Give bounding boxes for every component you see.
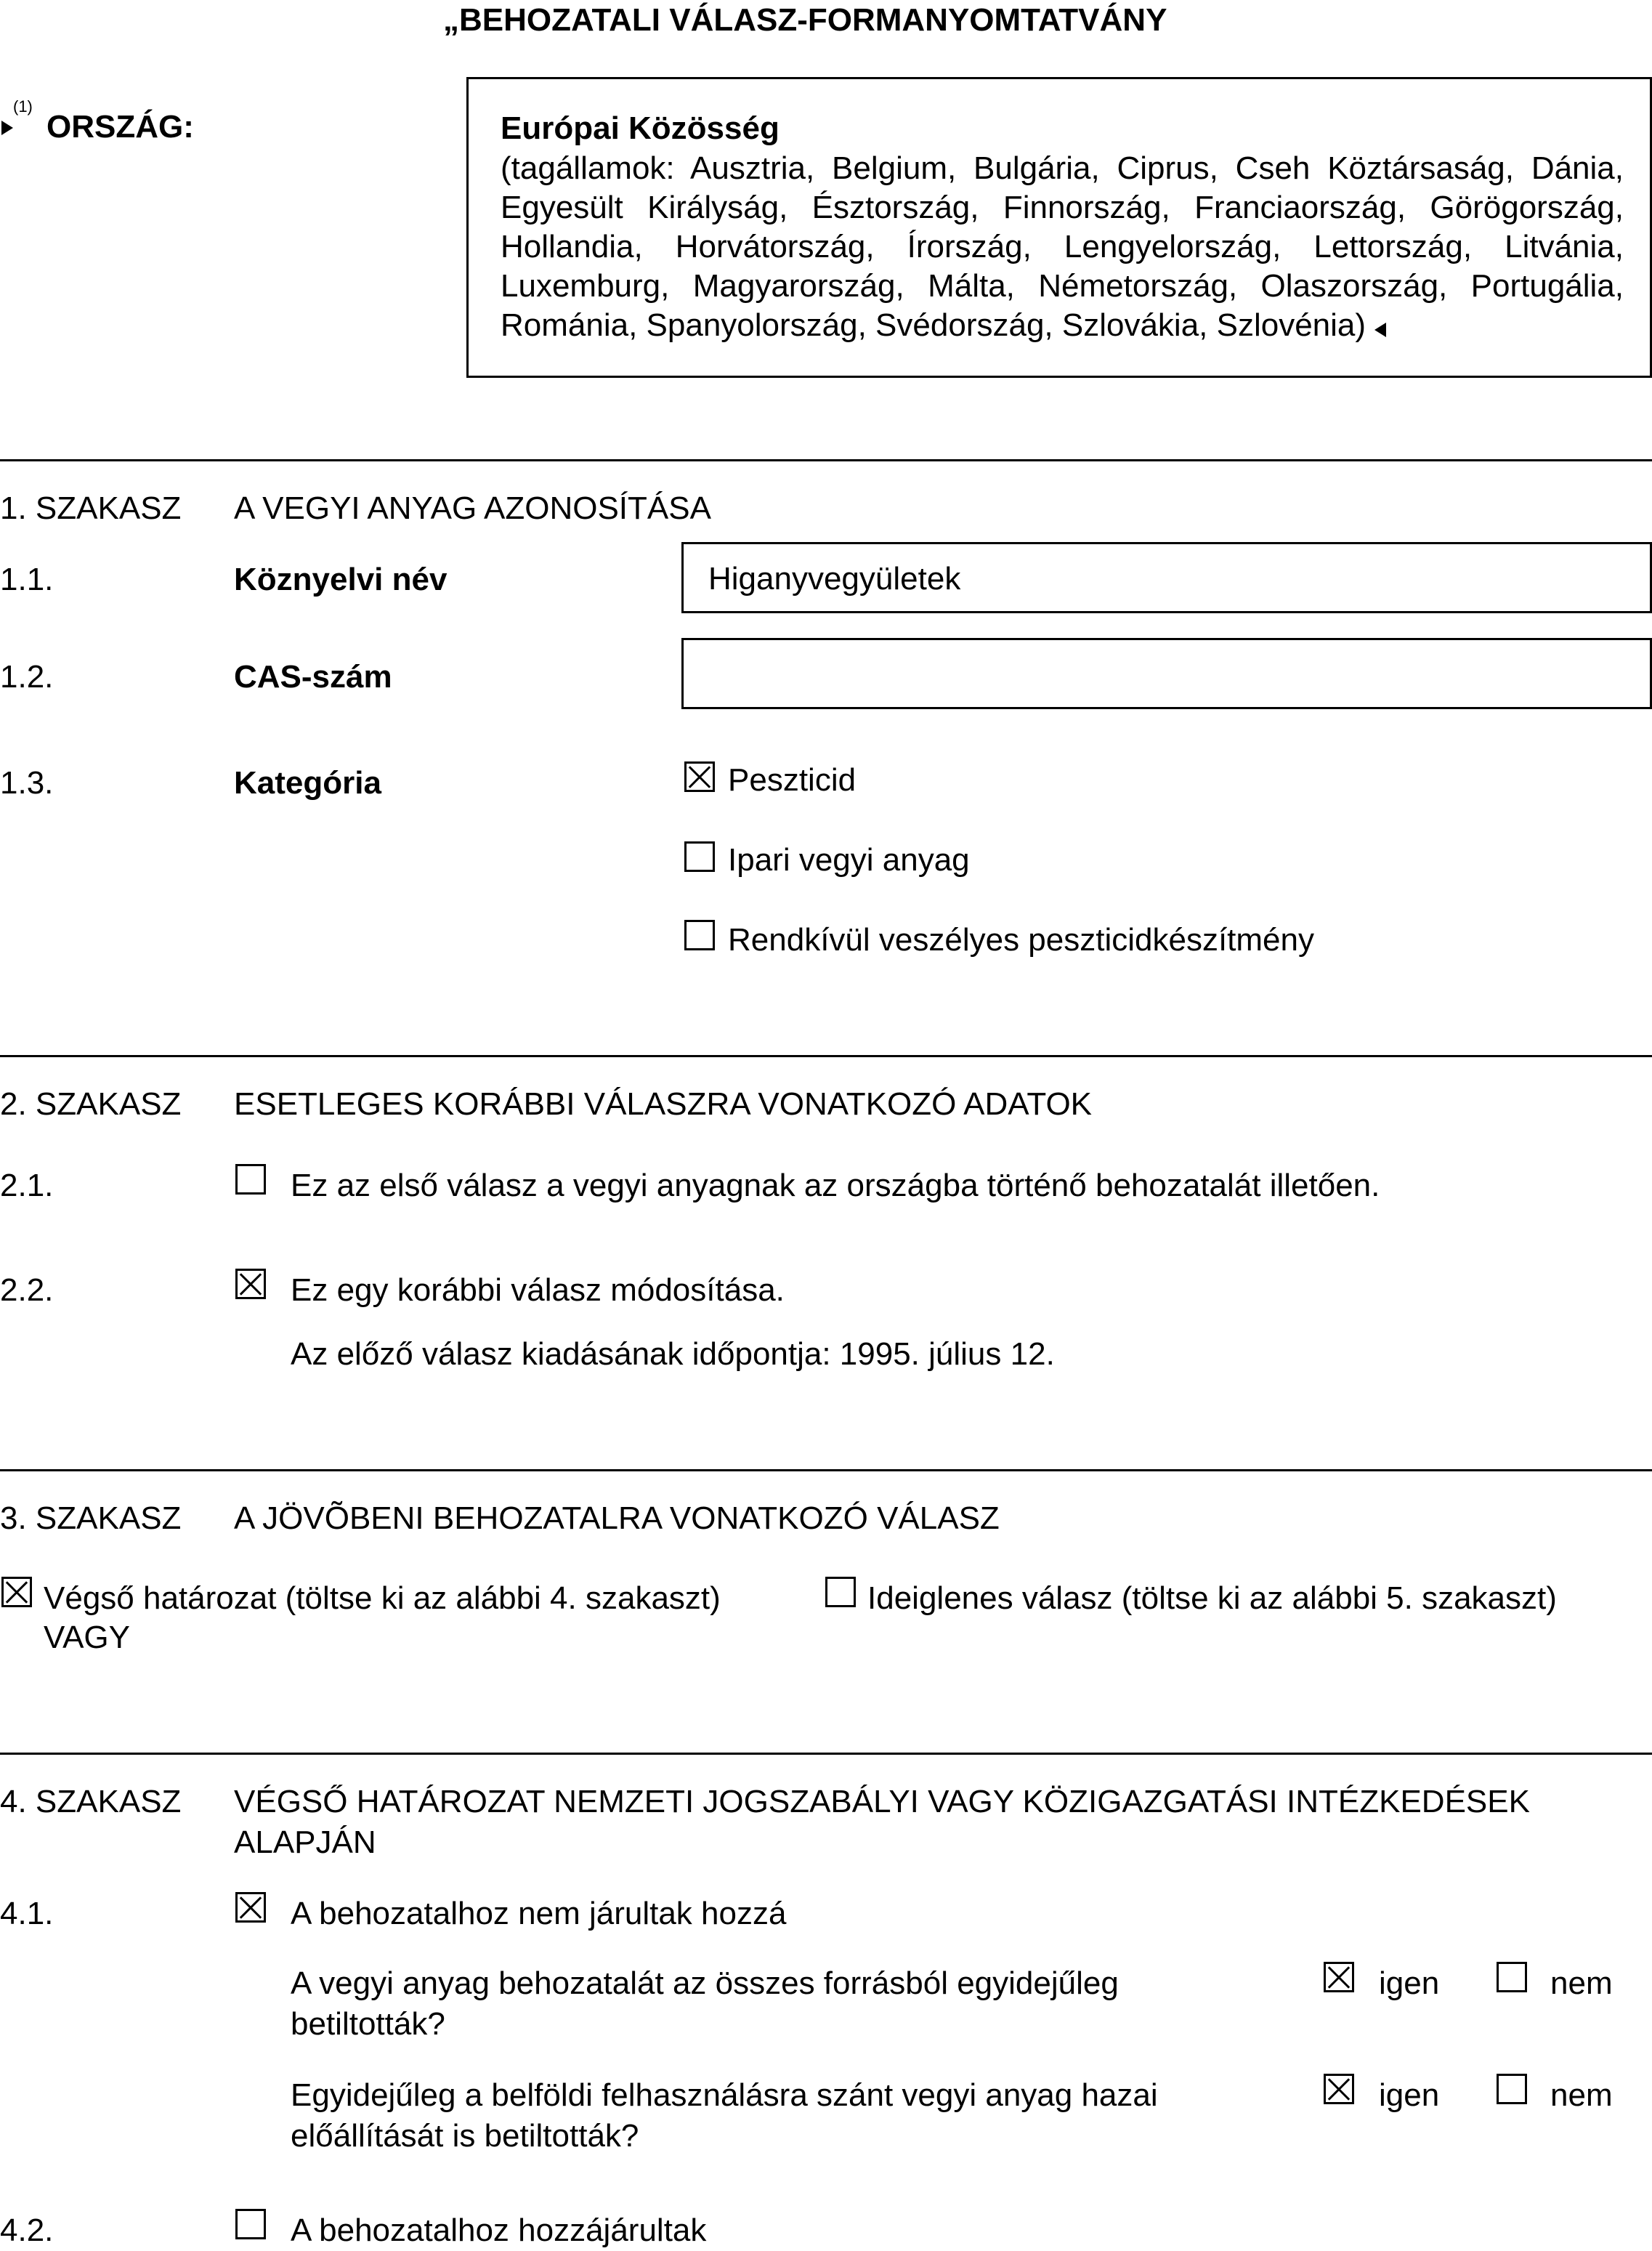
country-name: Európai Közösség: [501, 110, 780, 146]
section-divider: [0, 1469, 1652, 1471]
category-label: Kategória: [234, 765, 381, 801]
yes-label: igen: [1379, 1965, 1440, 2001]
q2-no-checkbox[interactable]: [1497, 2074, 1527, 2104]
section-title: A JÖVÕBENI BEHOZATALRA VONATKOZÓ VÁLASZ: [234, 1500, 1000, 1536]
common-name-label: Köznyelvi név: [234, 562, 448, 597]
question-text: előállítását is betiltották?: [291, 2118, 639, 2154]
item-number: 1.3.: [0, 765, 54, 801]
import-consented-label: A behozatalhoz hozzájárultak: [291, 2212, 707, 2248]
section-number: 4. SZAKASZ: [0, 1784, 182, 1819]
import-not-consented-label: A behozatalhoz nem járultak hozzá: [291, 1896, 787, 1931]
country-members: (tagállamok: Ausztria, Belgium, Bulgária, Ciprus, Cseh Köztársaság, Dánia, Egyesült Királyság, Észtország, Finnország, Franciaország, Görögország, Hollandia, Horvátország, Írország, Lengyelország, Lettország, Litvánia, Luxemburg, Magyarország, Málta, Németország, Olaszország, Portugália, Románia, Spanyolország, Svédország, Szlovákia, Szlovénia): [501, 150, 1624, 343]
section-divider: [0, 459, 1652, 461]
cas-label: CAS-szám: [234, 659, 392, 695]
modification-label: Ez egy korábbi válasz módosítása.: [291, 1272, 785, 1308]
first-response-label: Ez az első válasz a vegyi anyagnak az országba történő behozatalát illetően.: [291, 1168, 1380, 1203]
section-number: 2. SZAKASZ: [0, 1086, 182, 1122]
item-number: 4.2.: [0, 2212, 54, 2248]
item-number: 1.2.: [0, 659, 54, 695]
item-number: 1.1.: [0, 562, 54, 597]
import-not-consented-checkbox[interactable]: [235, 1892, 266, 1923]
section-title: ESETLEGES KORÁBBI VÁLASZRA VONATKOZÓ ADATOK: [234, 1086, 1093, 1122]
q1-yes-checkbox[interactable]: [1324, 1962, 1354, 1992]
item-number: 4.1.: [0, 1896, 54, 1931]
section-title: VÉGSŐ HATÁROZAT NEMZETI JOGSZABÁLYI VAGY KÖZIGAZGATÁSI INTÉZKEDÉSEK: [234, 1784, 1530, 1819]
question-text: betiltották?: [291, 2006, 445, 2042]
import-consented-checkbox[interactable]: [235, 2209, 266, 2239]
section-title-continued: ALAPJÁN: [234, 1824, 376, 1860]
category-option-label: Peszticid: [728, 762, 857, 798]
category-option-label: Rendkívül veszélyes peszticidkészítmény: [728, 922, 1314, 958]
form-title: „BEHOZATALI VÁLASZ-FORMANYOMTATVÁNY: [443, 2, 1167, 38]
section-title: A VEGYI ANYAG AZONOSÍTÁSA: [234, 490, 711, 526]
q2-yes-checkbox[interactable]: [1324, 2074, 1354, 2104]
first-response-checkbox[interactable]: [235, 1164, 266, 1195]
category-hazardous-pesticide-checkbox[interactable]: [684, 920, 715, 950]
footnote-ref: (1): [13, 97, 33, 116]
common-name-value: Higanyvegyületek: [708, 561, 961, 597]
section-number: 1. SZAKASZ: [0, 490, 182, 526]
modification-checkbox[interactable]: [235, 1269, 266, 1299]
section-number: 3. SZAKASZ: [0, 1500, 182, 1536]
country-box: [466, 77, 1652, 378]
section-divider: [0, 1055, 1652, 1057]
final-decision-checkbox[interactable]: [1, 1577, 32, 1607]
item-number: 2.1.: [0, 1168, 54, 1203]
interim-response-checkbox[interactable]: [825, 1577, 856, 1607]
no-label: nem: [1550, 2077, 1613, 2113]
category-option-label: Ipari vegyi anyag: [728, 842, 970, 878]
interim-response-label: Ideiglenes válasz (töltse ki az alábbi 5. szakaszt): [867, 1580, 1557, 1616]
yes-label: igen: [1379, 2077, 1440, 2113]
or-label: VAGY: [44, 1620, 131, 1655]
item-number: 2.2.: [0, 1272, 54, 1308]
section-divider: [0, 1753, 1652, 1755]
category-pesticide-checkbox[interactable]: [684, 761, 715, 792]
category-industrial-checkbox[interactable]: [684, 841, 715, 872]
cas-field[interactable]: [681, 638, 1652, 709]
question-text: A vegyi anyag behozatalát az összes forrásból egyidejűleg: [291, 1965, 1119, 2001]
no-label: nem: [1550, 1965, 1613, 2001]
amendment-end-marker: [1374, 323, 1386, 337]
q1-no-checkbox[interactable]: [1497, 1962, 1527, 1992]
country-label: ORSZÁG:: [46, 109, 194, 145]
final-decision-label: Végső határozat (töltse ki az alábbi 4. szakaszt): [44, 1580, 721, 1616]
amendment-start-marker: [1, 121, 13, 135]
question-text: Egyidejűleg a belföldi felhasználásra szánt vegyi anyag hazai: [291, 2077, 1158, 2113]
common-name-field[interactable]: [681, 542, 1652, 613]
previous-response-date: Az előző válasz kiadásának időpontja: 1995. július 12.: [291, 1336, 1055, 1372]
